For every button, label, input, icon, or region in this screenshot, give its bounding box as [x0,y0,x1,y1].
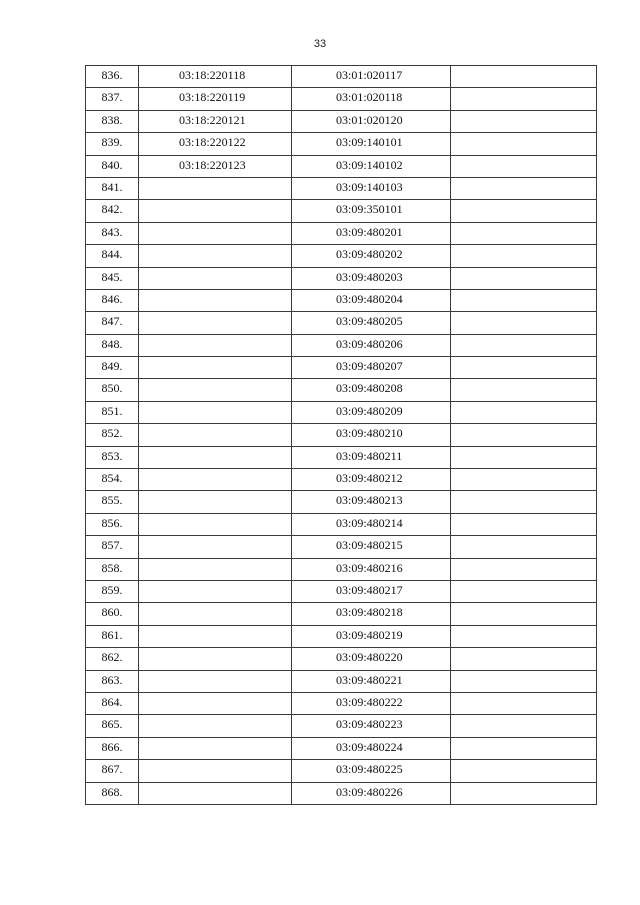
first-code-cell [139,625,292,647]
first-code-cell [139,379,292,401]
first-code-cell [139,245,292,267]
second-code-cell: 03:09:480221 [292,670,451,692]
second-code-cell: 03:09:140101 [292,133,451,155]
second-code-cell: 03:09:480203 [292,267,451,289]
empty-cell [451,200,597,222]
row-number-cell: 837. [86,88,139,110]
first-code-cell [139,648,292,670]
second-code-cell: 03:09:480204 [292,289,451,311]
table-row [86,66,597,88]
first-code-cell [139,603,292,625]
second-code-cell: 03:09:480205 [292,312,451,334]
empty-cell [451,603,597,625]
row-number-cell: 841. [86,177,139,199]
first-code-cell [139,267,292,289]
row-number-cell: 861. [86,625,139,647]
first-code-cell [139,222,292,244]
first-code-cell: 03:18:220121 [139,110,292,132]
data-table [85,65,597,805]
second-code-cell: 03:09:480225 [292,760,451,782]
table-row [86,267,597,289]
table-row [86,670,597,692]
empty-cell [451,625,597,647]
row-number-cell: 852. [86,424,139,446]
empty-cell [451,401,597,423]
row-number-cell: 866. [86,737,139,759]
second-code-cell: 03:09:140103 [292,177,451,199]
empty-cell [451,110,597,132]
empty-cell [451,222,597,244]
table-row [86,536,597,558]
first-code-cell: 03:18:220119 [139,88,292,110]
empty-cell [451,357,597,379]
table-row [86,625,597,647]
row-number-cell: 854. [86,469,139,491]
second-code-cell: 03:01:020117 [292,66,451,88]
table-row [86,200,597,222]
second-code-cell: 03:09:350101 [292,200,451,222]
second-code-cell: 03:09:480222 [292,692,451,714]
empty-cell [451,513,597,535]
row-number-cell: 856. [86,513,139,535]
table-row [86,177,597,199]
row-number-cell: 859. [86,580,139,602]
table-row [86,580,597,602]
first-code-cell [139,491,292,513]
second-code-cell: 03:09:480218 [292,603,451,625]
empty-cell [451,536,597,558]
empty-cell [451,312,597,334]
first-code-cell: 03:18:220118 [139,66,292,88]
second-code-cell: 03:09:480216 [292,558,451,580]
empty-cell [451,155,597,177]
page-number: 33 [313,38,327,50]
row-number-cell: 857. [86,536,139,558]
first-code-cell [139,469,292,491]
row-number-cell: 855. [86,491,139,513]
table-row [86,222,597,244]
empty-cell [451,670,597,692]
row-number-cell: 862. [86,648,139,670]
second-code-cell: 03:01:020118 [292,88,451,110]
row-number-cell: 847. [86,312,139,334]
table-row [86,424,597,446]
empty-cell [451,692,597,714]
table-row [86,312,597,334]
first-code-cell [139,760,292,782]
first-code-cell [139,357,292,379]
empty-cell [451,580,597,602]
second-code-cell: 03:09:480226 [292,782,451,804]
table-row [86,245,597,267]
first-code-cell [139,580,292,602]
first-code-cell [139,401,292,423]
table-row [86,379,597,401]
table-row [86,110,597,132]
table-row [86,558,597,580]
table-row [86,648,597,670]
row-number-cell: 840. [86,155,139,177]
second-code-cell: 03:09:480208 [292,379,451,401]
row-number-cell: 836. [86,66,139,88]
empty-cell [451,267,597,289]
empty-cell [451,133,597,155]
second-code-cell: 03:09:480217 [292,580,451,602]
row-number-cell: 868. [86,782,139,804]
table-row [86,446,597,468]
second-code-cell: 03:09:480213 [292,491,451,513]
empty-cell [451,782,597,804]
first-code-cell [139,312,292,334]
row-number-cell: 839. [86,133,139,155]
row-number-cell: 851. [86,401,139,423]
empty-cell [451,558,597,580]
first-code-cell [139,513,292,535]
row-number-cell: 860. [86,603,139,625]
second-code-cell: 03:09:480212 [292,469,451,491]
empty-cell [451,648,597,670]
empty-cell [451,737,597,759]
table-row [86,155,597,177]
row-number-cell: 864. [86,692,139,714]
first-code-cell [139,715,292,737]
row-number-cell: 843. [86,222,139,244]
empty-cell [451,424,597,446]
empty-cell [451,334,597,356]
row-number-cell: 842. [86,200,139,222]
empty-cell [451,715,597,737]
first-code-cell: 03:18:220123 [139,155,292,177]
table-body [86,66,597,805]
table-row [86,603,597,625]
table-row [86,133,597,155]
first-code-cell [139,737,292,759]
table-row [86,491,597,513]
empty-cell [451,177,597,199]
table-row [86,782,597,804]
empty-cell [451,446,597,468]
row-number-cell: 850. [86,379,139,401]
second-code-cell: 03:09:480214 [292,513,451,535]
second-code-cell: 03:09:480210 [292,424,451,446]
row-number-cell: 858. [86,558,139,580]
row-number-cell: 845. [86,267,139,289]
second-code-cell: 03:09:480202 [292,245,451,267]
empty-cell [451,245,597,267]
first-code-cell [139,177,292,199]
empty-cell [451,491,597,513]
second-code-cell: 03:09:480215 [292,536,451,558]
row-number-cell: 863. [86,670,139,692]
first-code-cell [139,670,292,692]
first-code-cell [139,424,292,446]
first-code-cell [139,536,292,558]
row-number-cell: 867. [86,760,139,782]
row-number-cell: 846. [86,289,139,311]
empty-cell [451,469,597,491]
second-code-cell: 03:09:480220 [292,648,451,670]
row-number-cell: 853. [86,446,139,468]
table-row [86,289,597,311]
table-row [86,401,597,423]
table-row [86,513,597,535]
second-code-cell: 03:09:480219 [292,625,451,647]
second-code-cell: 03:09:480201 [292,222,451,244]
second-code-cell: 03:09:480206 [292,334,451,356]
empty-cell [451,379,597,401]
empty-cell [451,66,597,88]
first-code-cell [139,446,292,468]
row-number-cell: 865. [86,715,139,737]
second-code-cell: 03:09:480207 [292,357,451,379]
first-code-cell [139,200,292,222]
table-row [86,737,597,759]
first-code-cell: 03:18:220122 [139,133,292,155]
second-code-cell: 03:09:480209 [292,401,451,423]
table-row [86,334,597,356]
row-number-cell: 838. [86,110,139,132]
first-code-cell [139,558,292,580]
table-row [86,88,597,110]
empty-cell [451,760,597,782]
table-row [86,715,597,737]
first-code-cell [139,289,292,311]
first-code-cell [139,334,292,356]
second-code-cell: 03:09:140102 [292,155,451,177]
first-code-cell [139,692,292,714]
table-row [86,760,597,782]
table-row [86,357,597,379]
row-number-cell: 849. [86,357,139,379]
empty-cell [451,289,597,311]
table-row [86,692,597,714]
row-number-cell: 844. [86,245,139,267]
empty-cell [451,88,597,110]
second-code-cell: 03:09:480224 [292,737,451,759]
second-code-cell: 03:09:480223 [292,715,451,737]
table-row [86,469,597,491]
row-number-cell: 848. [86,334,139,356]
second-code-cell: 03:01:020120 [292,110,451,132]
second-code-cell: 03:09:480211 [292,446,451,468]
first-code-cell [139,782,292,804]
